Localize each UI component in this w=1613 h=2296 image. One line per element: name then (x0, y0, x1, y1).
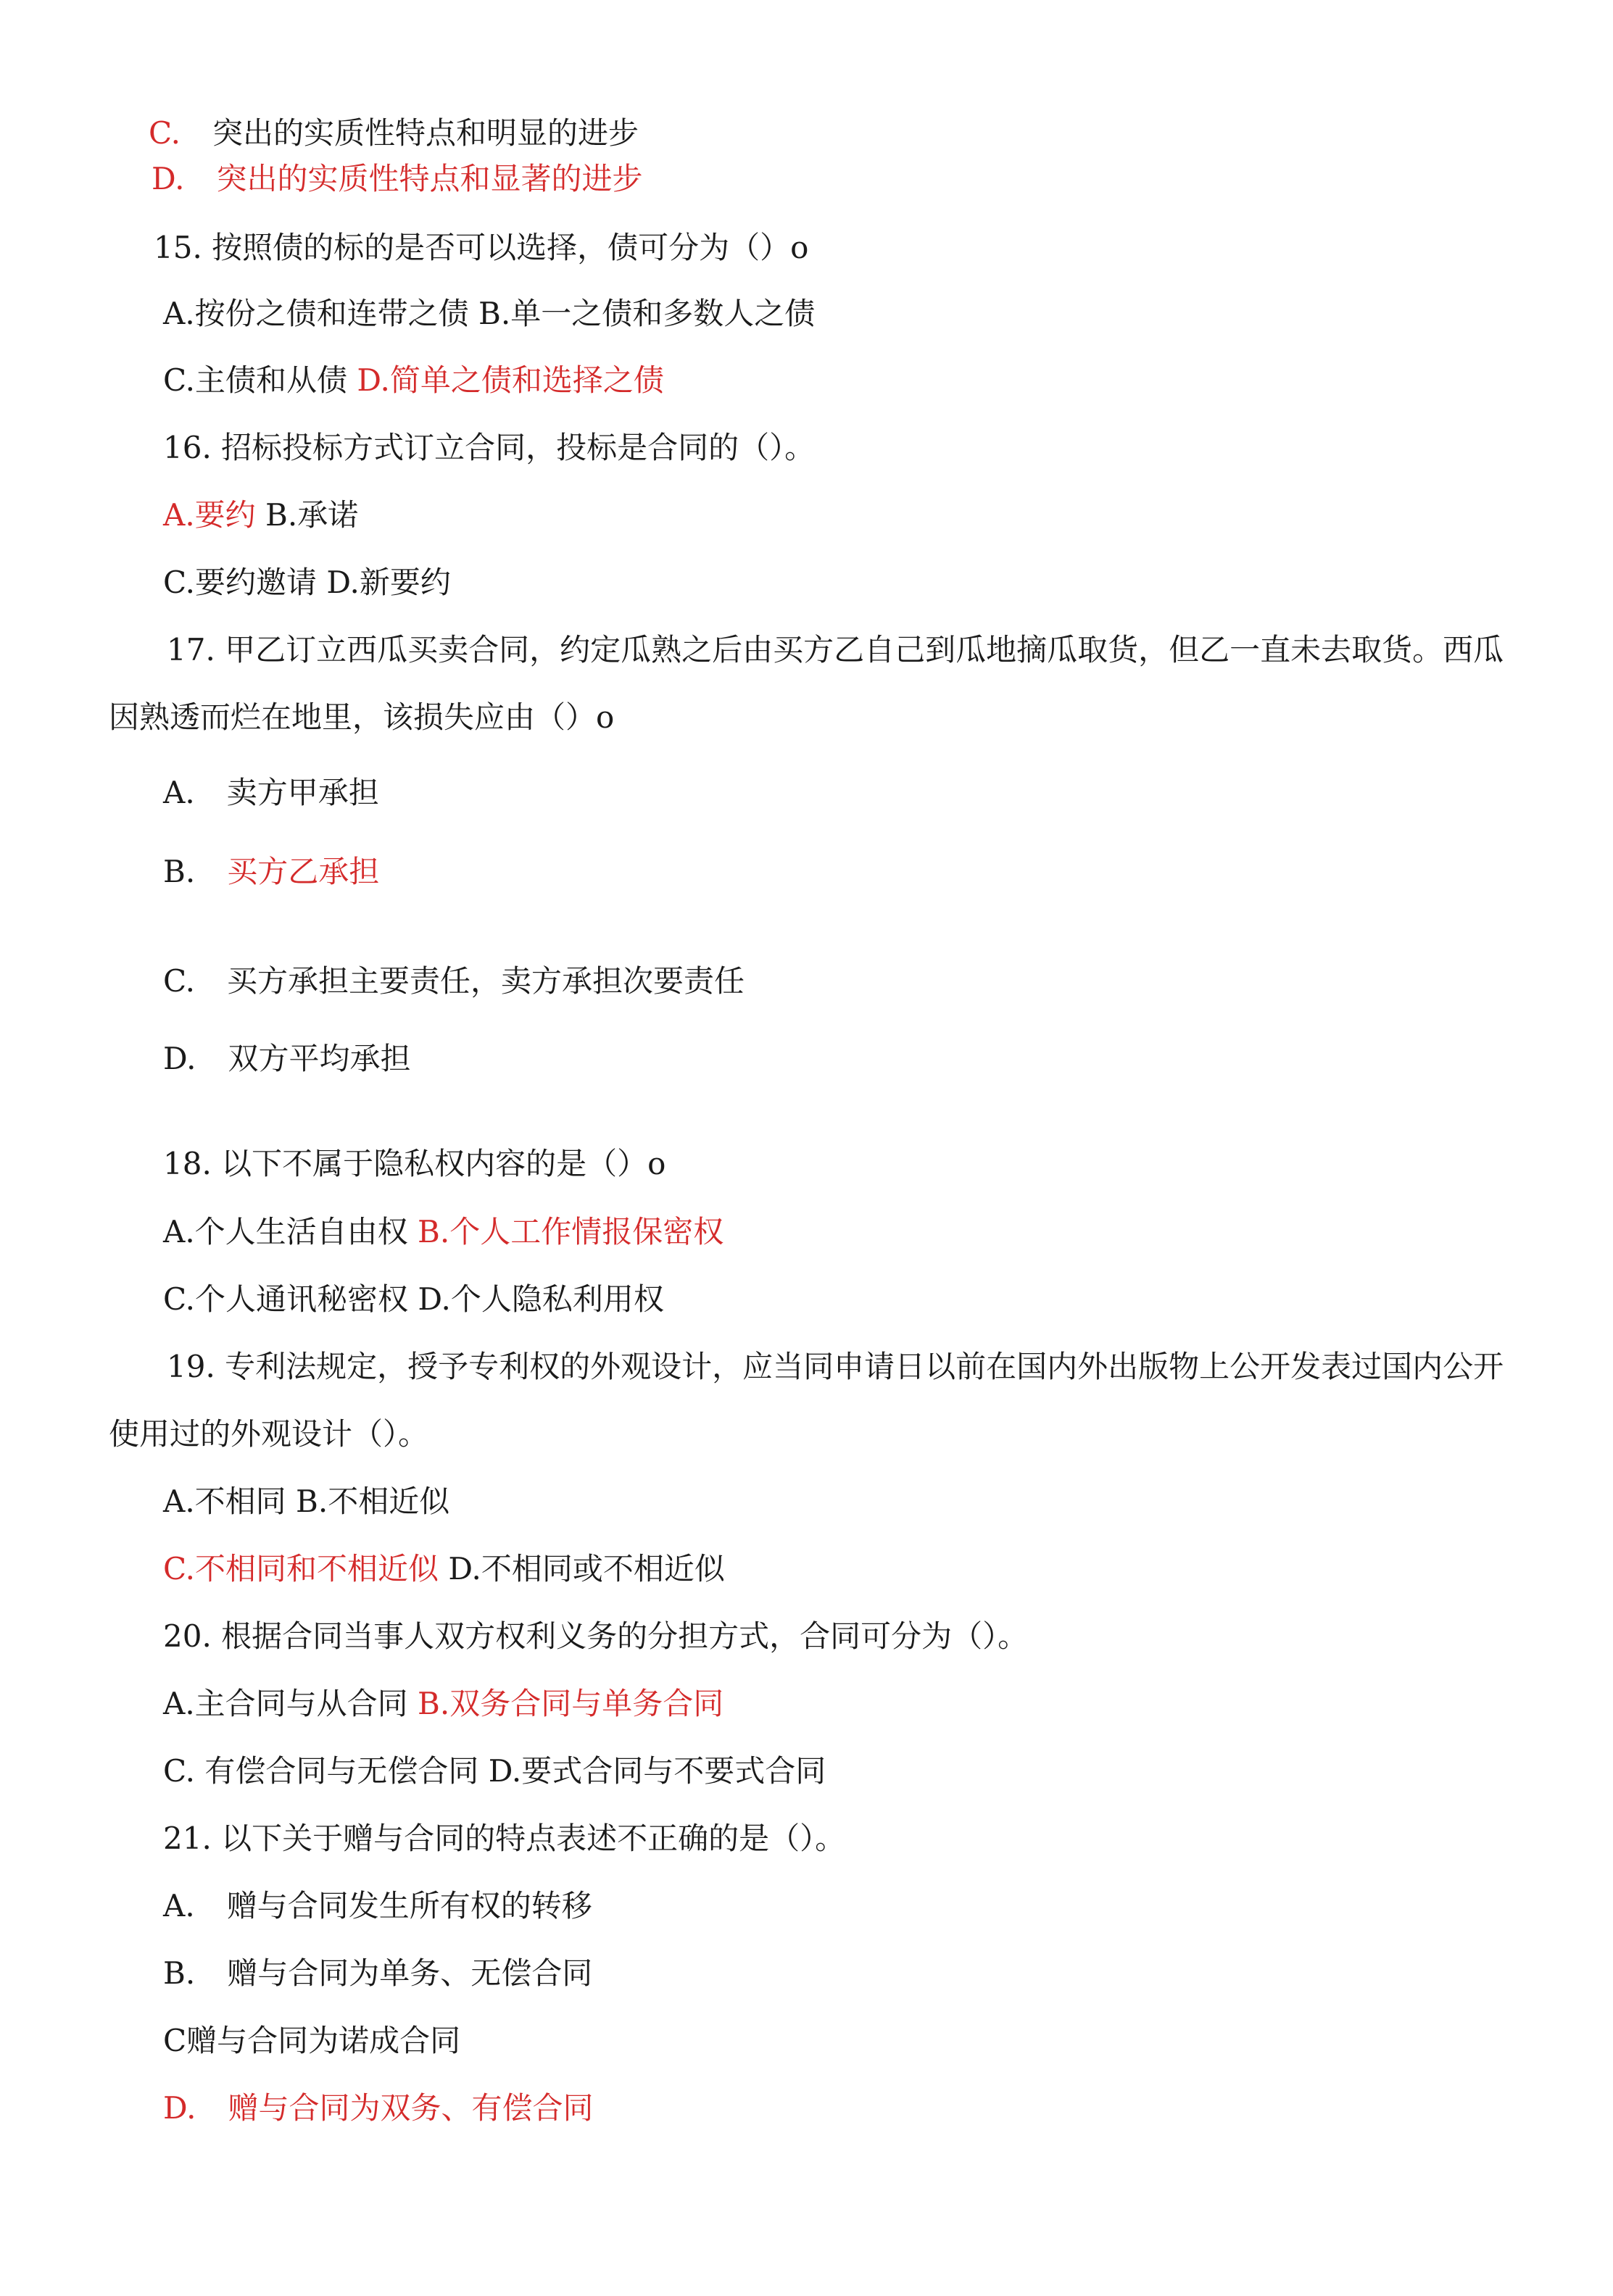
option-text: 突出的实质性特点和明显的进步 (212, 115, 639, 151)
question-17-line2: 因熟透而烂在地里，该损失应由（）o (109, 699, 615, 735)
q20-options-ab (163, 1686, 724, 1721)
option-label: A. (163, 1888, 195, 1923)
option-text: 买方乙承担 (227, 854, 380, 889)
q19-options-ab: A.不相同 B.不相近似 (163, 1484, 450, 1519)
option-text: 赠与合同为单务、无偿合同 (227, 1955, 593, 1991)
question-21: 21. 以下关于赠与合同的特点表述不正确的是（）。 (163, 1821, 846, 1856)
question-17-line1: 17. 甲乙订立西瓜买卖合同，约定瓜熟之后由买方乙自己到瓜地摘瓜取货，但乙一直未去取货。西瓜 (167, 632, 1504, 667)
option-answer: B.个人工作情报保密权 (418, 1214, 724, 1249)
question-20: 20. 根据合同当事人双方权利义务的分担方式，合同可分为（）。 (163, 1618, 1029, 1654)
option-label: C. (163, 963, 195, 999)
q17-option-c (163, 963, 745, 999)
q21-option-c: C赠与合同为诺成合同 (163, 2023, 461, 2058)
option-answer: D.简单之债和选择之债 (357, 362, 664, 398)
q17-option-a (163, 775, 379, 810)
question-19-line1: 19. 专利法规定，授予专利权的外观设计，应当同申请日以前在国内外出版物上公开发表过国内公开 (167, 1349, 1504, 1384)
option-label: D. (163, 2090, 196, 2126)
option-label: D. (152, 161, 185, 196)
option-label: C. (149, 115, 181, 151)
option-label: B. (163, 854, 196, 889)
option-label: A. (163, 775, 195, 810)
option-plain: D.不相同或不相近似 (439, 1551, 725, 1586)
q20-options-cd: C. 有偿合同与无偿合同 D.要式合同与不要式合同 (163, 1753, 826, 1789)
option-plain: C.主债和从债 (163, 362, 357, 398)
option-c-line (149, 115, 639, 151)
q18-options-cd: C.个人通讯秘密权 D.个人隐私利用权 (163, 1281, 664, 1317)
question-18: 18. 以下不属于隐私权内容的是（）o (163, 1146, 666, 1181)
q17-option-b-answer (163, 854, 380, 889)
q17-option-d (163, 1041, 411, 1076)
q15-options-cd (163, 362, 664, 398)
q21-option-b (163, 1955, 593, 1991)
option-text: 买方承担主要责任，卖方承担次要责任 (227, 963, 745, 999)
option-text: 卖方甲承担 (226, 775, 379, 810)
option-text: 双方平均承担 (228, 1041, 411, 1076)
option-text: 赠与合同发生所有权的转移 (226, 1888, 592, 1923)
q16-options-cd: C.要约邀请 D.新要约 (163, 565, 451, 600)
option-d-line-answer (152, 161, 643, 196)
option-answer: C.不相同和不相近似 (163, 1551, 439, 1586)
q16-options-ab (163, 497, 359, 533)
option-label: D. (163, 1041, 196, 1076)
q19-options-cd (163, 1551, 725, 1586)
q21-option-a (163, 1888, 592, 1923)
option-text: 突出的实质性特点和显著的进步 (216, 161, 643, 196)
option-plain: B.承诺 (255, 497, 359, 533)
q15-options-ab: A.按份之债和连带之债 B.单一之债和多数人之债 (163, 296, 816, 331)
option-plain: A.个人生活自由权 (163, 1214, 418, 1249)
question-16: 16. 招标投标方式订立合同，投标是合同的（）。 (163, 430, 816, 465)
option-text: 赠与合同为双务、有偿合同 (228, 2090, 594, 2126)
option-answer: B.双务合同与单务合同 (418, 1686, 724, 1721)
option-label: B. (163, 1955, 196, 1991)
option-plain: A.主合同与从合同 (163, 1686, 418, 1721)
q18-options-ab (163, 1214, 724, 1249)
q21-option-d-answer (163, 2090, 594, 2126)
question-19-line2: 使用过的外观设计（）。 (109, 1416, 429, 1452)
question-15: 15. 按照债的标的是否可以选择，债可分为（）o (154, 230, 809, 265)
option-answer: A.要约 (163, 497, 256, 533)
